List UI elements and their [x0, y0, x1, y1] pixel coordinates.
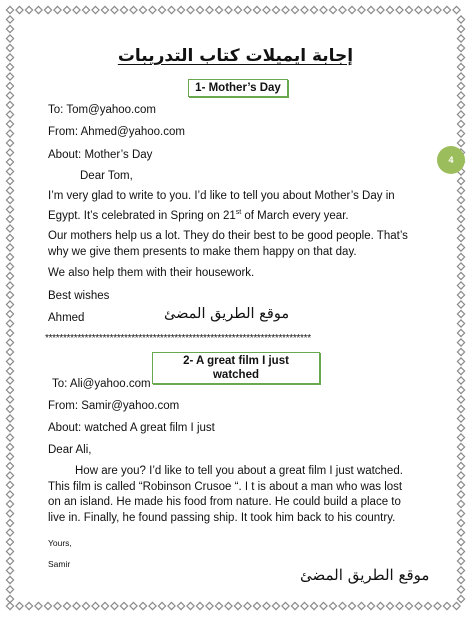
email1-from: From: Ahmed@yahoo.com: [48, 126, 185, 138]
email1-about: About: Mother’s Day: [48, 149, 153, 161]
email2-heading-box: 2- A great film I just watched: [152, 352, 320, 384]
page-number-badge: 4: [437, 146, 465, 174]
email2-closing: Yours,: [48, 538, 72, 548]
email1-signature: Ahmed: [48, 312, 85, 324]
email2-to: To: Ali@yahoo.com: [52, 378, 151, 390]
email2-from: From: Samir@yahoo.com: [48, 400, 180, 412]
email1-heading-box: 1- Mother’s Day: [188, 79, 288, 97]
email2-signature: Samir: [48, 559, 71, 569]
separator-line: **************************************************************************: [45, 333, 311, 344]
email1-paragraph-3: We also help them with their housework.: [48, 267, 255, 279]
email2-body: How are you? I’d like to tell you about a great film I just watched. This film is called “Robinson Crusoe “. I t is about a man who was lost on an island. He made his food from nature. He could build a place to live in. Finally, he found passing ship. It took him back to his country.: [48, 465, 403, 524]
email1-to: To: Tom@yahoo.com: [48, 104, 156, 116]
email1-paragraph-2: Our mothers help us a lot. They do their best to be good people. That’s why we give them presents to make them happy on that day.: [48, 230, 408, 258]
email1-closing: Best wishes: [48, 290, 110, 302]
email2-watermark: موقع الطريق المضئ: [300, 566, 430, 584]
email2-about: About: watched A great film I just: [48, 422, 215, 434]
email2-greeting: Dear Ali,: [48, 444, 92, 456]
email1-paragraph-1: I’m very glad to write to you. I’d like to tell you about Mother’s Day in Egypt. It’s celebrated in Spring on 21st of March every year.: [48, 190, 395, 222]
page-title: إجابة ايميلات كتاب التدريبات: [117, 46, 354, 66]
email1-greeting: Dear Tom,: [80, 170, 133, 182]
email1-watermark: موقع الطريق المضئ: [164, 306, 290, 322]
